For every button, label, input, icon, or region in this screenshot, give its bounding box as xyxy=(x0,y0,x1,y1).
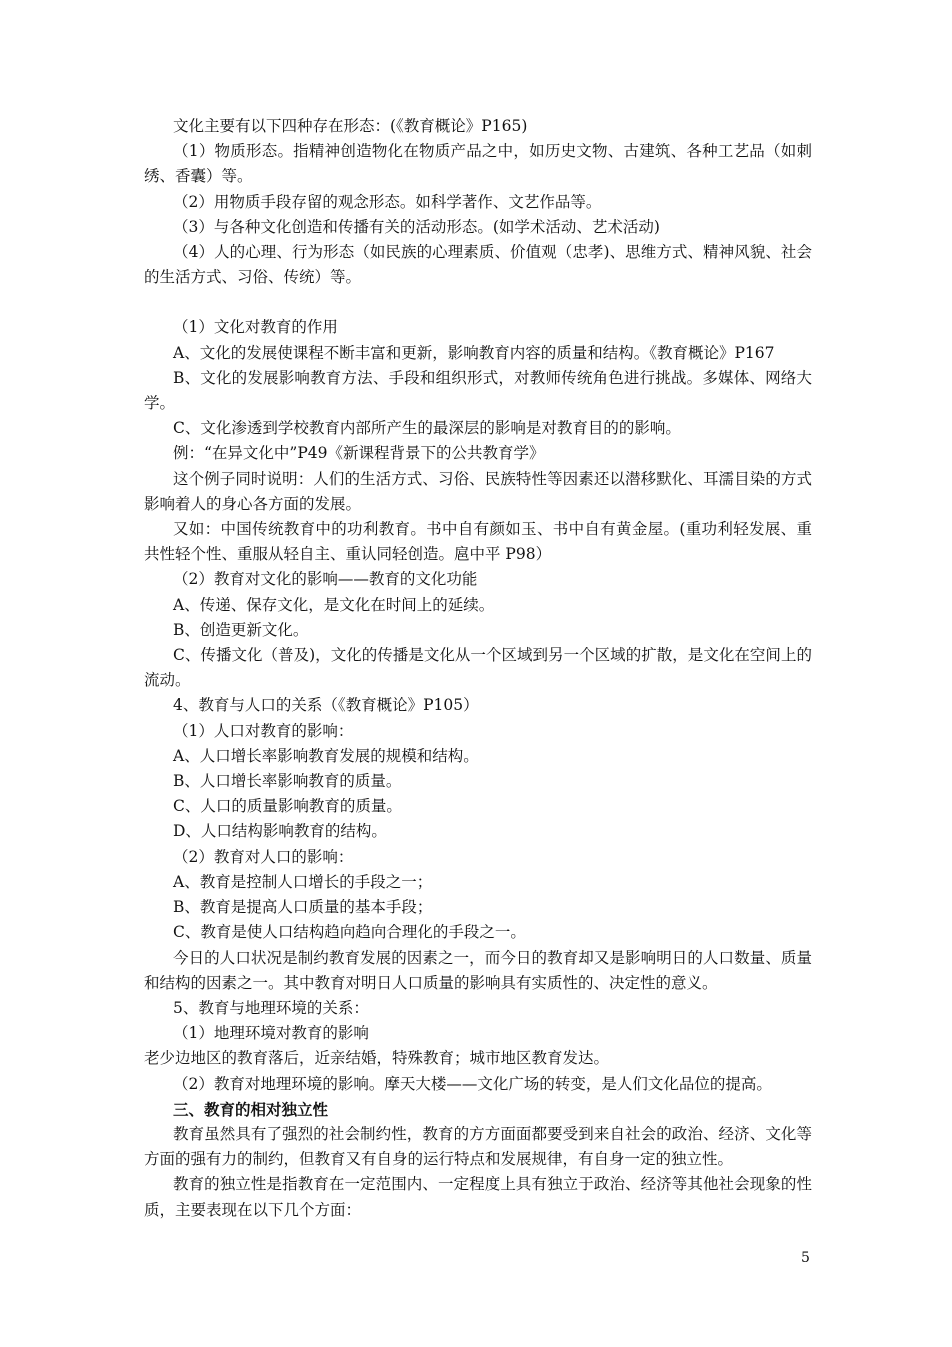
paragraph: A、传递、保存文化，是文化在时间上的延续。 xyxy=(173,595,495,614)
paragraph: 又如：中国传统教育中的功利教育。书中自有颜如玉、书中自有黄金屋。(重功利轻发展、重共性轻个性、重服从轻自主、重认同轻创造。扈中平 P98） xyxy=(144,520,812,564)
paragraph: 教育的独立性是指教育在一定范围内、一定程度上具有独立于政治、经济等其他社会现象的性质，主要表现在以下几个方面： xyxy=(144,1175,812,1219)
subheading: （1）人口对教育的影响： xyxy=(173,721,354,740)
paragraph: 今日的人口状况是制约教育发展的因素之一，而今日的教育却又是影响明日的人口数量、质量和结构的因素之一。其中教育对明日人口质量的影响具有实质性的、决定性的意义。 xyxy=(144,948,812,992)
paragraph: 文化主要有以下四种存在形态：(《教育概论》P165) xyxy=(173,117,528,135)
paragraph: （1）物质形态。指精神创造物化在物质产品之中，如历史文物、古建筑、各种工艺品（如刺绣、香囊）等。 xyxy=(144,142,812,186)
paragraph: C、教育是使人口结构趋向趋向合理化的手段之一。 xyxy=(173,923,526,942)
paragraph: B、创造更新文化。 xyxy=(173,620,309,639)
section-heading: 5、教育与地理环境的关系： xyxy=(173,998,369,1017)
paragraph: C、文化渗透到学校教育内部所产生的最深层的影响是对教育目的的影响。 xyxy=(173,419,681,438)
subheading: （2）教育对人口的影响： xyxy=(173,847,354,866)
paragraph: B、文化的发展影响教育方法、手段和组织形式，对教师传统角色进行挑战。多媒体、网络大学。 xyxy=(144,368,812,413)
paragraph: （2）用物质手段存留的观念形态。如科学著作、文艺作品等。 xyxy=(173,192,602,211)
paragraph: 教育虽然具有了强烈的社会制约性，教育的方方面面都要受到来自社会的政治、经济、文化等方面的强有力的制约，但教育又有自身的运行特点和发展规律，有自身一定的独立性。 xyxy=(144,1124,812,1169)
paragraph: B、人口增长率影响教育的质量。 xyxy=(173,772,402,791)
subheading: （1）地理环境对教育的影响 xyxy=(173,1024,369,1043)
page-body xyxy=(144,114,812,1223)
paragraph: 老少边地区的教育落后，近亲结婚，特殊教育；城市地区教育发达。 xyxy=(144,1049,610,1068)
paragraph: 例：“在异文化中”P49《新课程背景下的公共教育学》 xyxy=(173,444,545,463)
subheading: （2）教育对文化的影响——教育的文化功能 xyxy=(173,570,478,589)
paragraph: A、文化的发展使课程不断丰富和更新，影响教育内容的质量和结构。《教育概论》P167 xyxy=(173,343,775,362)
paragraph: A、人口增长率影响教育发展的规模和结构。 xyxy=(173,746,479,765)
subheading: （2）教育对地理环境的影响。摩天大楼——文化广场的转变，是人们文化品位的提高。 xyxy=(173,1074,772,1093)
paragraph: 这个例子同时说明：人们的生活方式、习俗、民族特性等因素还以潜移默化、耳濡目染的方式影响着人的身心各方面的发展。 xyxy=(144,469,812,513)
section-heading: 4、教育与人口的关系（《教育概论》P105） xyxy=(173,696,479,715)
subheading: （1）文化对教育的作用 xyxy=(173,318,338,337)
paragraph: A、教育是控制人口增长的手段之一； xyxy=(173,872,433,891)
paragraph: D、人口结构影响教育的结构。 xyxy=(173,822,387,841)
paragraph: C、传播文化（普及)，文化的传播是文化从一个区域到另一个区域的扩散，是文化在空间上的流动。 xyxy=(144,646,812,690)
paragraph: （4）人的心理、行为形态（如民族的心理素质、价值观（忠孝)、思维方式、精神风貌、社会的生活方式、习俗、传统）等。 xyxy=(144,243,812,287)
paragraph: （3）与各种文化创造和传播有关的活动形态。(如学术活动、艺术活动) xyxy=(173,217,660,236)
chapter-heading: 三、教育的相对独立性 xyxy=(173,1099,329,1119)
page-number: 5 xyxy=(801,1250,810,1266)
paragraph: C、人口的质量影响教育的质量。 xyxy=(173,797,402,816)
paragraph: B、教育是提高人口质量的基本手段； xyxy=(173,898,433,917)
